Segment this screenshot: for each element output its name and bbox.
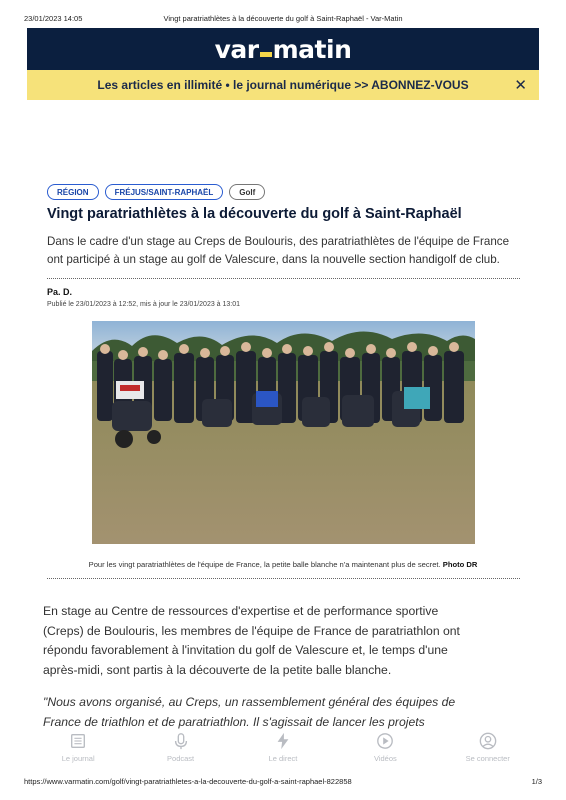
- print-url: https://www.varmatin.com/golf/vingt-paratriathletes-a-la-decouverte-du-golf-a-saint-raphael-822858: [24, 777, 352, 786]
- article-chapo: Dans le cadre d'un stage au Creps de Boulouris, des paratriathlètes de l'équipe de France ont participé à un stage au golf de Valescure, dans la nouvelle section handigolf de club.: [47, 235, 510, 266]
- print-datetime: 23/01/2023 14:05: [24, 14, 83, 23]
- nav-label: Le journal: [61, 754, 95, 763]
- user-icon: [479, 732, 497, 750]
- photo-caption: [0, 560, 566, 569]
- print-page-title: Vingt paratriathlètes à la découverte du golf à Saint-Raphaël - Var-Matin: [163, 14, 403, 23]
- logo-text-var: var: [214, 34, 259, 64]
- article-author[interactable]: Pa. D.: [47, 287, 73, 297]
- tag-frejus-saint-raphael[interactable]: FRÉJUS/SAINT-RAPHAËL: [105, 184, 224, 200]
- nav-podcast[interactable]: [141, 732, 221, 763]
- brand-header: [27, 28, 539, 70]
- print-header: [24, 14, 542, 26]
- var-matin-logo[interactable]: [215, 35, 352, 64]
- photo-caption-text: Pour les vingt paratriathlètes de l'équipe de France, la petite balle blanche n'a maintenant plus de secret.: [88, 560, 441, 569]
- divider: [47, 278, 520, 279]
- article-headline: Vingt paratriathlètes à la découverte du golf à Saint-Raphaël: [47, 206, 462, 222]
- newspaper-icon: [69, 732, 87, 750]
- close-icon[interactable]: ✕: [514, 77, 527, 94]
- nav-se-connecter[interactable]: [448, 732, 528, 763]
- tag-region[interactable]: RÉGION: [47, 184, 99, 200]
- nav-label: Le direct: [268, 754, 298, 763]
- article-publish-date: Publié le 23/01/2023 à 12:52, mis à jour le 23/01/2023 à 13:01: [47, 301, 241, 308]
- article-tags: [47, 184, 265, 200]
- nav-le-journal[interactable]: [38, 732, 118, 763]
- microphone-icon: [172, 732, 190, 750]
- play-icon: [376, 732, 394, 750]
- nav-videos[interactable]: [345, 732, 425, 763]
- photo-credit: Photo DR: [442, 560, 478, 569]
- article-photo[interactable]: [92, 321, 475, 544]
- logo-text-matin: matin: [272, 34, 352, 64]
- print-page-number: 1/3: [531, 777, 542, 786]
- logo-dash: [260, 52, 272, 57]
- nav-le-direct[interactable]: [243, 732, 323, 763]
- bottom-navigation: [27, 732, 539, 772]
- article-paragraph: En stage au Centre de ressources d'expertise et de performance sportive (Creps) de Boulouris, les membres de l'équipe de France de paratriathlon ont répondu favorablement à l'invitation du golf de Valescure et, le temps d'une après-midi, sont partis à la découverte de la petite balle blanche.: [43, 604, 460, 677]
- tag-golf[interactable]: Golf: [229, 184, 265, 200]
- print-footer: [24, 777, 542, 789]
- lightning-icon: [274, 732, 292, 750]
- subscribe-banner-text[interactable]: Les articles en illimité • le journal numérique >> ABONNEZ-VOUS: [97, 78, 469, 92]
- nav-label: Podcast: [167, 754, 195, 763]
- nav-label: Se connecter: [465, 754, 510, 763]
- nav-label: Vidéos: [373, 754, 397, 763]
- group-photo-illustration: [92, 321, 475, 544]
- article-quote-paragraph: "Nous avons organisé, au Creps, un rassemblement général des équipes de France de triathlon et de paratriathlon. Il s'agissait de lancer les projets: [43, 695, 456, 729]
- divider: [47, 578, 520, 579]
- subscribe-banner[interactable]: [27, 70, 539, 100]
